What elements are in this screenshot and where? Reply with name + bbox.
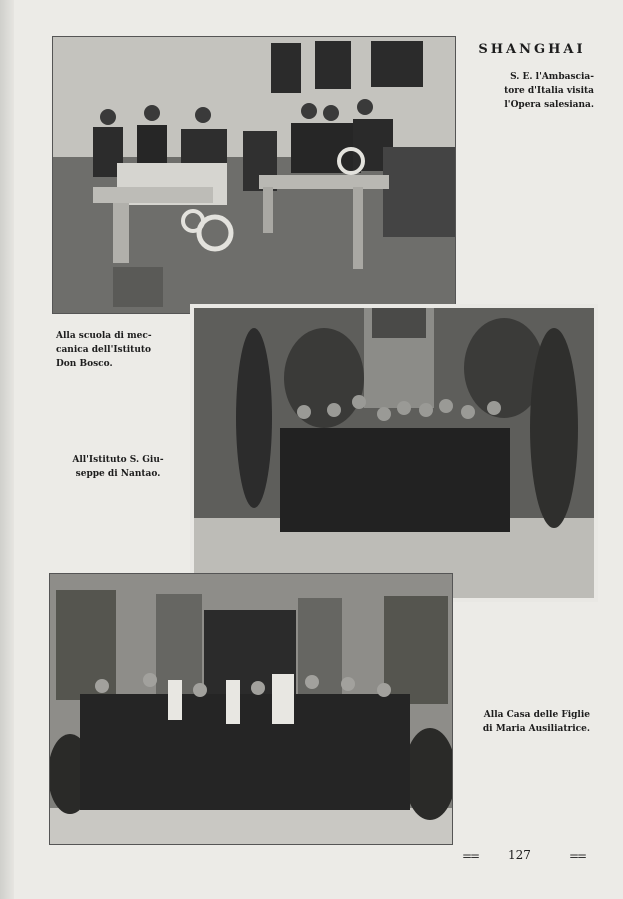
caption-mechanics-school xyxy=(56,329,168,371)
caption-ambassador-line-3: l'Opera salesiana. xyxy=(504,100,594,110)
caption-mechanics-line-3: Don Bosco. xyxy=(56,359,113,369)
caption-ambassador-line-2: tore d'Italia visita xyxy=(504,86,594,96)
photo-figlie-group xyxy=(49,573,453,845)
caption-ambassador-line-1: S. E. l'Ambascia- xyxy=(510,72,594,82)
page-edge xyxy=(0,0,14,899)
caption-nantao-institute xyxy=(56,453,180,481)
caption-figlie-line-1: Alla Casa delle Figlie xyxy=(483,710,590,720)
caption-mechanics-line-2: canica dell'Istituto xyxy=(56,345,152,355)
page-number-ornament-left: == xyxy=(462,849,479,863)
caption-nantao-line-1: All'Istituto S. Giu- xyxy=(72,455,164,465)
photo-mechanics-workshop xyxy=(52,36,456,314)
caption-figlie-line-2: di Maria Ausiliatrice. xyxy=(482,724,590,734)
page-title: SHANGHAI xyxy=(478,42,586,57)
caption-figlie-house xyxy=(462,708,590,736)
caption-nantao-line-2: seppe di Nantao. xyxy=(75,469,161,479)
caption-ambassador xyxy=(468,70,594,112)
photo-nantao-group-image xyxy=(194,308,594,598)
photo-mechanics-workshop-image xyxy=(53,37,455,313)
page-number-ornament-right: == xyxy=(569,849,586,863)
photo-nantao-group xyxy=(190,304,598,602)
caption-mechanics-line-1: Alla scuola di mec- xyxy=(56,331,152,341)
photo-figlie-group-image xyxy=(50,574,452,844)
page-number: 127 xyxy=(508,848,531,862)
